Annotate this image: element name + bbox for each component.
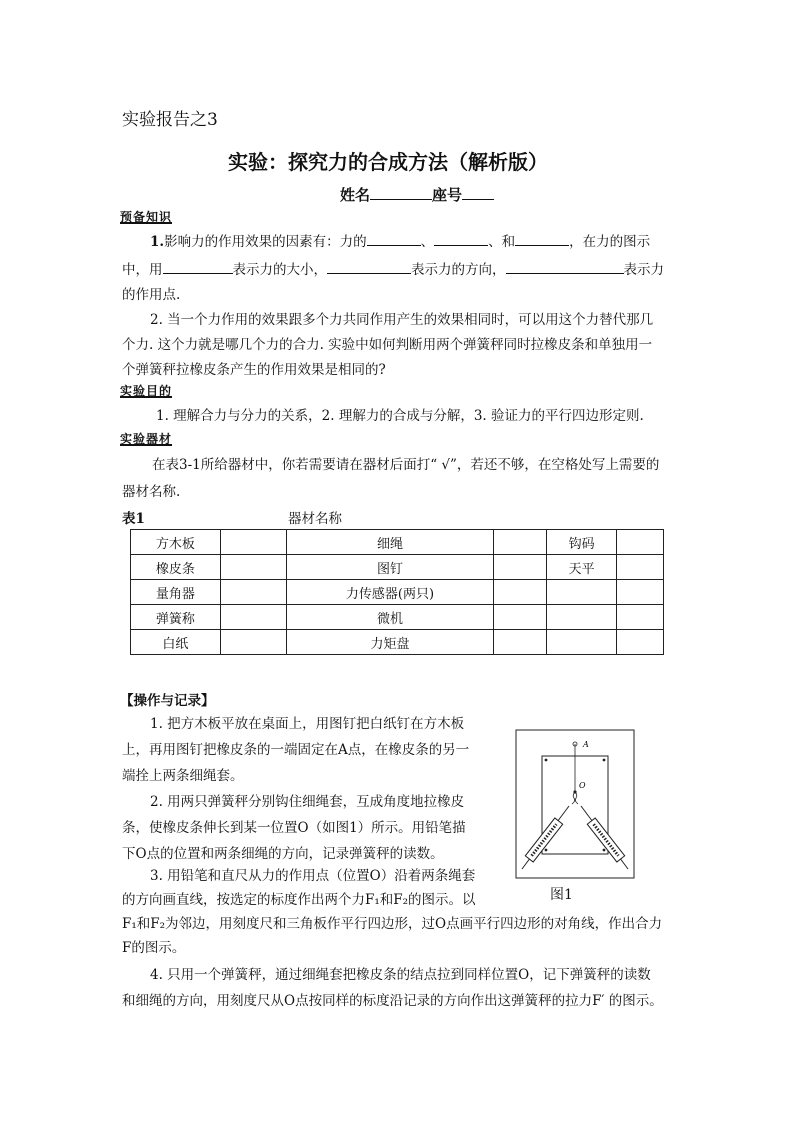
prep-q2-line3: 个弹簧秤拉橡皮条产生的作用效果是相同的?: [122, 362, 386, 378]
equipment-intro-line2: 器材名称.: [122, 484, 181, 500]
section-equipment-heading: 实验器材: [120, 432, 173, 446]
page-title: 实验：探究力的合成方法（解析版）: [228, 150, 548, 174]
check-cell[interactable]: [220, 580, 286, 605]
equipment-table: [130, 529, 664, 655]
left-spring-scale: [522, 806, 569, 869]
check-cell[interactable]: [494, 605, 547, 630]
op-step1-line2: 上，再用图钉把橡皮条的一端固定在A点，在橡皮条的另一: [122, 742, 470, 758]
prep-q1-line1: 1.影响力的作用效果的因素有：力的 、 、和 ，在力的图示: [150, 234, 651, 250]
table-cell: 细绳: [286, 530, 494, 555]
name-label: 姓名: [340, 186, 371, 204]
op-step1-line3: 端拴上两条细绳套。: [122, 768, 244, 784]
op-step3-line1: 3. 用铅笔和直尺从力的作用点（位置O）沿着两条绳套: [150, 868, 476, 884]
right-spring-scale: [581, 806, 628, 869]
table-cell: 图钉: [286, 555, 494, 580]
right-loop: [575, 792, 578, 804]
prep-q1-line3: 的作用点.: [122, 287, 181, 303]
prep-q2-line2: 个力. 这个力就是哪几个力的合力. 实验中如何判断用两个弹簧秤同时拉橡皮条和单独用一: [122, 337, 653, 353]
pin: [545, 759, 548, 762]
check-cell[interactable]: [494, 580, 547, 605]
left-loop: [572, 792, 575, 804]
prep-q1-line2: 中，用 表示力的大小， 表示力的方向， 表示力: [122, 262, 664, 278]
check-cell[interactable]: [617, 605, 664, 630]
table-cell: 弹簧称: [131, 605, 221, 630]
table-cell: 橡皮条: [131, 555, 221, 580]
report-number: 实验报告之3: [122, 110, 218, 130]
table-cell: 量角器: [131, 580, 221, 605]
figure-1-diagram: [514, 728, 636, 880]
table-cell: 微机: [286, 605, 494, 630]
table-cell[interactable]: [547, 630, 617, 655]
check-cell[interactable]: [220, 555, 286, 580]
table-cell: 力矩盘: [286, 630, 494, 655]
name-seat-line: [340, 184, 494, 205]
op-step3-line4: F的图示。: [122, 940, 186, 956]
label-a: A: [583, 740, 589, 749]
check-cell[interactable]: [220, 530, 286, 555]
op-step3-line2: 的方向画直线，按选定的标度作出两个力F₁和F₂的图示。以: [122, 892, 476, 908]
prep-q2-line1: 2. 当一个力作用的效果跟多个力共同作用产生的效果相同时，可以用这个力替代那几: [150, 312, 654, 328]
check-cell[interactable]: [617, 630, 664, 655]
seat-blank[interactable]: [462, 187, 494, 200]
pin: [603, 759, 606, 762]
blank-point[interactable]: [515, 233, 569, 246]
table-row: [131, 580, 664, 605]
table-cell: 方木板: [131, 530, 221, 555]
op-step3-line3: F₁和F₂为邻边，用刻度尺和三角板作平行四边形，过O点画平行四边形的对角线，作出合力: [122, 916, 663, 932]
blank-magnitude[interactable]: [367, 233, 421, 246]
blank-direction[interactable]: [434, 233, 488, 246]
table-cell: 白纸: [131, 630, 221, 655]
equipment-intro-line1: 在表3-1所给器材中，你若需要请在器材后面打“ √”，若还不够，在空格处写上需要的: [152, 457, 660, 473]
label-o: O: [579, 781, 586, 790]
op-step2-line1: 2. 用两只弹簧秤分别钩住细绳套，互成角度地拉橡皮: [150, 794, 465, 810]
blank-arrow-direction[interactable]: [327, 261, 411, 274]
pin: [603, 849, 606, 852]
table-cell[interactable]: [547, 580, 617, 605]
figure-caption: 图1: [550, 887, 573, 903]
seat-label: 座号: [432, 186, 463, 204]
table-cell: 力传感器(两只): [286, 580, 494, 605]
section-operation-heading: 【操作与记录】: [120, 693, 215, 709]
table-caption: 器材名称: [288, 511, 342, 527]
pin: [545, 849, 548, 852]
blank-start-point[interactable]: [506, 261, 624, 274]
purpose-text: 1. 理解合力与分力的关系，2. 理解力的合成与分解，3. 验证力的平行四边形定则.: [156, 408, 644, 424]
check-cell[interactable]: [494, 555, 547, 580]
section-purpose-heading: 实验目的: [120, 384, 173, 398]
check-cell[interactable]: [617, 580, 664, 605]
table-row: [131, 630, 664, 655]
table-row: [131, 605, 664, 630]
check-cell[interactable]: [494, 630, 547, 655]
check-cell[interactable]: [220, 630, 286, 655]
blank-size[interactable]: [163, 261, 233, 274]
table-cell: 天平: [547, 555, 617, 580]
table-row: [131, 555, 664, 580]
table-label: 表1: [122, 511, 145, 527]
check-cell[interactable]: [494, 530, 547, 555]
table-row: [131, 530, 664, 555]
section-prep-heading: 预备知识: [120, 210, 173, 224]
table-cell: 钩码: [547, 530, 617, 555]
op-step4-line2: 和细绳的方向，用刻度尺从O点按同样的标度沿记录的方向作出这弹簧秤的拉力F′ 的图示。: [122, 993, 663, 1009]
op-step2-line2: 条，使橡皮条伸长到某一位置O（如图1）所示。用铅笔描: [122, 820, 466, 836]
check-cell[interactable]: [617, 530, 664, 555]
check-cell[interactable]: [617, 555, 664, 580]
op-step1-line1: 1. 把方木板平放在桌面上，用图钉把白纸钉在方木板: [150, 716, 465, 732]
check-cell[interactable]: [220, 605, 286, 630]
op-step4-line1: 4. 只用一个弹簧秤，通过细绳套把橡皮条的结点拉到同样位置O，记下弹簧秤的读数: [150, 967, 651, 983]
op-step2-line3: 下O点的位置和两条细绳的方向，记录弹簧秤的读数。: [122, 846, 444, 862]
name-blank[interactable]: [370, 187, 432, 200]
table-cell[interactable]: [547, 605, 617, 630]
